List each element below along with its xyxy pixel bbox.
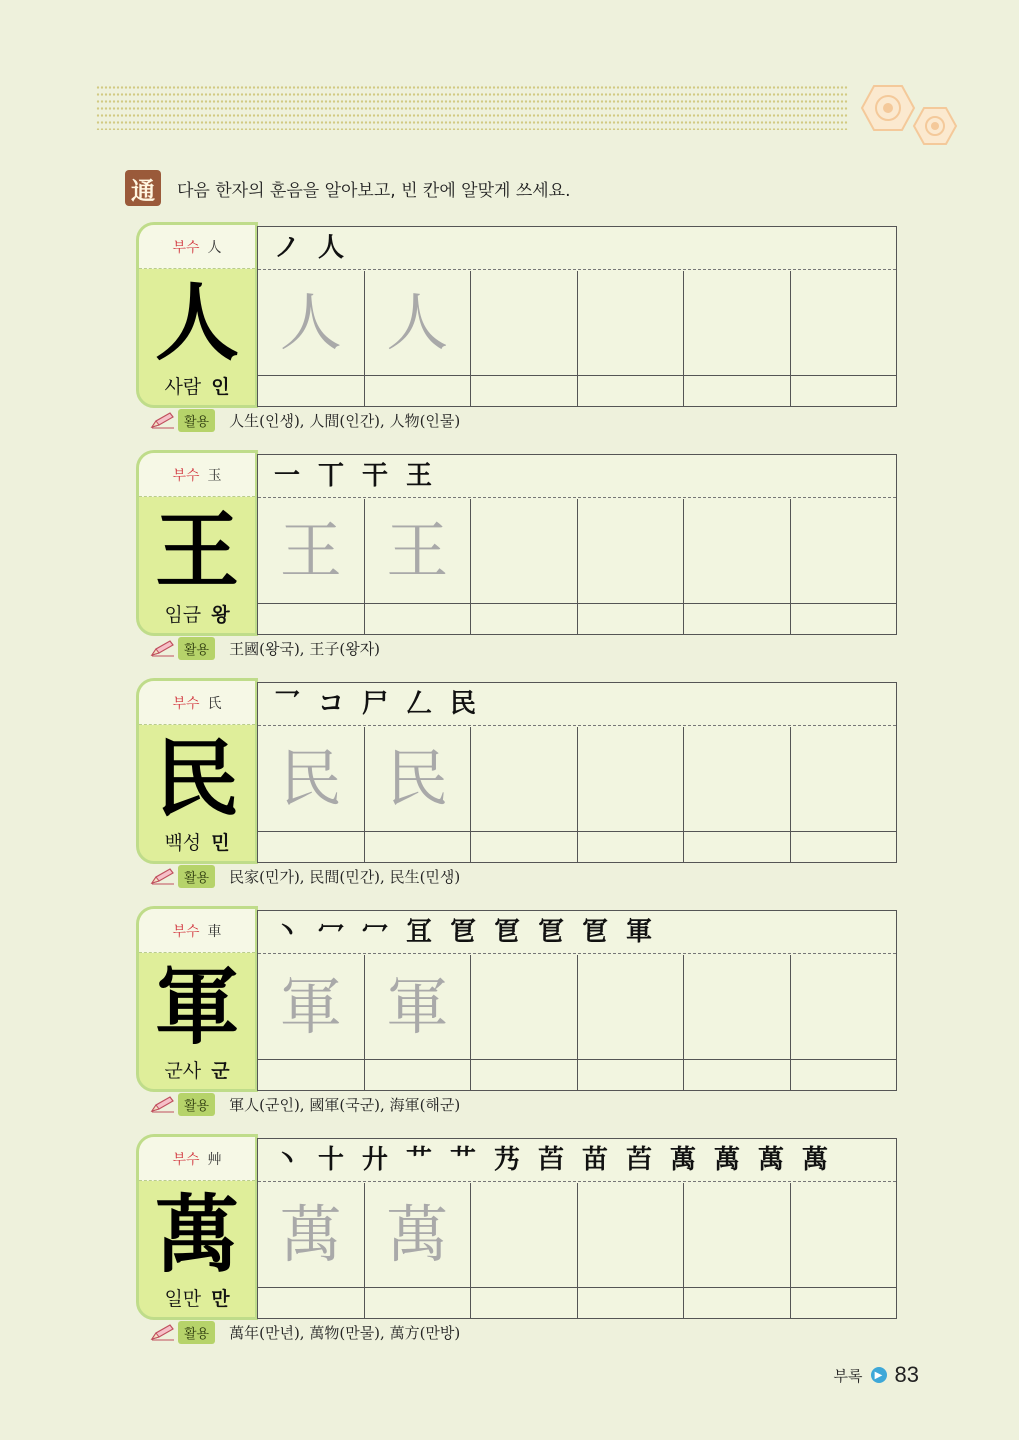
stroke-order-row xyxy=(258,1139,896,1182)
stroke-order-step: 萬 xyxy=(713,1145,740,1175)
radical-char: 人 xyxy=(207,239,222,256)
writing-cell[interactable] xyxy=(791,955,897,1090)
writing-cell[interactable] xyxy=(258,499,365,634)
cell-divider xyxy=(258,831,364,832)
usage-tag: 활용 xyxy=(178,865,215,888)
page-number: 83 xyxy=(894,1362,919,1387)
usage-text: 軍人(군인), 國軍(국군), 海軍(해군) xyxy=(229,1095,461,1114)
stroke-order-step: 丶 xyxy=(273,917,300,947)
meaning: 사람 xyxy=(164,376,202,398)
cell-divider xyxy=(258,1287,364,1288)
usage-tag: 활용 xyxy=(178,637,215,660)
character-card xyxy=(136,1134,258,1320)
trace-character: 王 xyxy=(279,514,342,587)
usage-text: 萬年(만년), 萬物(만물), 萬方(만방) xyxy=(229,1323,461,1342)
sound: 민 xyxy=(211,832,230,854)
trace-character: 萬 xyxy=(386,1198,449,1271)
stroke-order-step: ノ xyxy=(273,233,300,263)
writing-grid xyxy=(257,910,897,1091)
stroke-order-step: 𠃋 xyxy=(405,689,432,719)
writing-grid xyxy=(257,454,897,635)
stroke-order-step: 冟 xyxy=(581,917,608,947)
meaning: 군사 xyxy=(164,1060,202,1082)
usage-row xyxy=(150,636,380,660)
stroke-order-step: 萬 xyxy=(757,1145,784,1175)
stroke-order-step: 干 xyxy=(361,461,388,491)
hanja-practice-block xyxy=(136,450,897,636)
main-character: 萬 xyxy=(154,1185,239,1284)
cell-divider xyxy=(684,1287,790,1288)
stroke-order-step: 王 xyxy=(405,461,432,491)
usage-tag: 활용 xyxy=(178,1321,215,1344)
meaning-sound xyxy=(139,1056,255,1083)
radical-char: 玉 xyxy=(207,467,222,484)
sound: 왕 xyxy=(211,604,230,626)
usage-text: 人生(인생), 人間(인간), 人物(인물) xyxy=(229,411,461,430)
writing-cell[interactable] xyxy=(578,271,685,406)
sound: 군 xyxy=(211,1060,230,1082)
stroke-order-step: 尸 xyxy=(361,689,388,719)
stroke-order-row xyxy=(258,911,896,954)
writing-cell[interactable] xyxy=(684,727,791,862)
writing-cell[interactable] xyxy=(791,1183,897,1318)
meaning-sound xyxy=(139,1284,255,1311)
usage-tag: 활용 xyxy=(178,409,215,432)
writing-cell[interactable] xyxy=(258,271,365,406)
cell-divider xyxy=(258,375,364,376)
usage-text: 王國(왕국), 王子(왕자) xyxy=(229,639,381,658)
writing-cell[interactable] xyxy=(471,499,578,634)
stroke-order-row xyxy=(258,227,896,270)
cell-divider xyxy=(791,375,897,376)
stroke-order-step: 萬 xyxy=(801,1145,828,1175)
cell-divider xyxy=(365,375,471,376)
usage-tag: 활용 xyxy=(178,1093,215,1116)
stroke-order-step: 丅 xyxy=(317,461,344,491)
writing-cell[interactable] xyxy=(365,271,472,406)
stroke-order-step: 軍 xyxy=(625,917,652,947)
cell-divider xyxy=(258,603,364,604)
instruction-text: 다음 한자의 훈음을 알아보고, 빈 칸에 알맞게 쓰세요. xyxy=(177,180,571,201)
trace-character: 民 xyxy=(386,742,449,815)
usage-row xyxy=(150,1092,460,1116)
stroke-order-step: 冟 xyxy=(493,917,520,947)
cell-divider xyxy=(578,375,684,376)
stroke-order-step: 萬 xyxy=(669,1145,696,1175)
meaning: 일만 xyxy=(164,1288,202,1310)
character-card xyxy=(136,222,258,408)
writing-cell[interactable] xyxy=(684,1183,791,1318)
main-character: 民 xyxy=(154,729,239,828)
footer-label: 부록 xyxy=(833,1366,863,1385)
trace-character: 軍 xyxy=(279,970,342,1043)
trace-character: 民 xyxy=(279,742,342,815)
hanja-practice-block xyxy=(136,1134,897,1320)
meaning: 백성 xyxy=(164,832,202,854)
radical-header xyxy=(139,1137,255,1181)
cell-divider xyxy=(471,1059,577,1060)
trace-character: 人 xyxy=(386,286,449,359)
stroke-order-step: 冟 xyxy=(449,917,476,947)
cell-divider xyxy=(791,831,897,832)
radical-char: 艸 xyxy=(207,1151,222,1168)
hanja-practice-block xyxy=(136,678,897,864)
cell-divider xyxy=(684,603,790,604)
writing-cell[interactable] xyxy=(365,1183,472,1318)
writing-cells xyxy=(258,271,896,406)
radical-header xyxy=(139,909,255,953)
stroke-order-step: 丶 xyxy=(273,1145,300,1175)
cell-divider xyxy=(471,831,577,832)
cell-divider xyxy=(578,1059,684,1060)
radical-label: 부수 xyxy=(172,1151,200,1168)
writing-grid xyxy=(257,226,897,407)
usage-row xyxy=(150,1320,460,1344)
writing-cell[interactable] xyxy=(684,499,791,634)
radical-header xyxy=(139,681,255,725)
stroke-order-step: 冟 xyxy=(537,917,564,947)
radical-label: 부수 xyxy=(172,239,200,256)
meaning: 임금 xyxy=(164,604,202,626)
stroke-order-step: 苩 xyxy=(537,1145,564,1175)
writing-cell[interactable] xyxy=(365,499,472,634)
writing-cell[interactable] xyxy=(791,271,897,406)
hanja-practice-block xyxy=(136,222,897,408)
trace-character: 軍 xyxy=(386,970,449,1043)
character-card xyxy=(136,906,258,1092)
cell-divider xyxy=(258,1059,364,1060)
usage-row xyxy=(150,864,460,888)
character-card xyxy=(136,450,258,636)
writing-cell[interactable] xyxy=(471,1183,578,1318)
writing-cell[interactable] xyxy=(791,727,897,862)
radical-label: 부수 xyxy=(172,923,200,940)
stroke-order-step: 苩 xyxy=(625,1145,652,1175)
stroke-order-step: 十 xyxy=(317,1145,344,1175)
stroke-order-step: 一 xyxy=(273,461,300,491)
hanja-practice-block xyxy=(136,906,897,1092)
trace-character: 萬 xyxy=(279,1198,342,1271)
sound: 만 xyxy=(211,1288,230,1310)
meaning-sound xyxy=(139,600,255,627)
hexagon-flower-decoration xyxy=(850,72,964,154)
page-footer xyxy=(834,1362,919,1388)
stroke-order-step: 冝 xyxy=(405,917,432,947)
writing-cell[interactable] xyxy=(471,727,578,862)
pencil-icon xyxy=(150,638,176,658)
pencil-icon xyxy=(150,1094,176,1114)
stroke-order-step: 艿 xyxy=(493,1145,520,1175)
pencil-icon xyxy=(150,410,176,430)
writing-cell[interactable] xyxy=(258,955,365,1090)
radical-char: 氏 xyxy=(207,695,222,712)
meaning-sound xyxy=(139,372,255,399)
stroke-order-step: 冖 xyxy=(317,917,344,947)
character-card xyxy=(136,678,258,864)
radical-header xyxy=(139,225,255,269)
usage-row xyxy=(150,408,460,432)
sound: 인 xyxy=(211,376,230,398)
writing-cell[interactable] xyxy=(684,955,791,1090)
writing-cells xyxy=(258,727,896,862)
writing-grid xyxy=(257,1138,897,1319)
cell-divider xyxy=(578,831,684,832)
stroke-order-step: 人 xyxy=(317,233,344,263)
writing-cell[interactable] xyxy=(578,955,685,1090)
decorative-dot-band xyxy=(96,84,848,130)
writing-cells xyxy=(258,955,896,1090)
writing-cell[interactable] xyxy=(578,499,685,634)
stroke-order-step: 民 xyxy=(449,689,476,719)
cell-divider xyxy=(684,1059,790,1060)
writing-cell[interactable] xyxy=(471,955,578,1090)
cell-divider xyxy=(791,603,897,604)
writing-cells xyxy=(258,499,896,634)
writing-cell[interactable] xyxy=(684,271,791,406)
instruction xyxy=(125,170,571,206)
cell-divider xyxy=(791,1287,897,1288)
radical-label: 부수 xyxy=(172,467,200,484)
pencil-icon xyxy=(150,1322,176,1342)
main-character: 人 xyxy=(154,273,239,372)
writing-cell[interactable] xyxy=(258,727,365,862)
main-character: 軍 xyxy=(154,957,239,1056)
writing-cell[interactable] xyxy=(791,499,897,634)
stroke-order-step: 冖 xyxy=(361,917,388,947)
stroke-order-row xyxy=(258,683,896,726)
writing-cells xyxy=(258,1183,896,1318)
cell-divider xyxy=(684,375,790,376)
instruction-badge-icon: 通 xyxy=(125,170,161,206)
writing-cell[interactable] xyxy=(471,271,578,406)
writing-cell[interactable] xyxy=(578,1183,685,1318)
cell-divider xyxy=(365,1059,471,1060)
cell-divider xyxy=(684,831,790,832)
writing-cell[interactable] xyxy=(258,1183,365,1318)
writing-cell[interactable] xyxy=(365,727,472,862)
arrow-right-icon: ▶ xyxy=(871,1367,887,1383)
cell-divider xyxy=(471,603,577,604)
writing-cell[interactable] xyxy=(578,727,685,862)
usage-text: 民家(민가), 民間(민간), 民生(민생) xyxy=(229,867,461,886)
radical-char: 車 xyxy=(207,923,222,940)
radical-header xyxy=(139,453,255,497)
cell-divider xyxy=(791,1059,897,1060)
stroke-order-step: 艹 xyxy=(449,1145,476,1175)
cell-divider xyxy=(471,1287,577,1288)
cell-divider xyxy=(365,603,471,604)
trace-character: 人 xyxy=(279,286,342,359)
stroke-order-step: コ xyxy=(317,689,344,719)
stroke-order-step: 廾 xyxy=(361,1145,388,1175)
cell-divider xyxy=(365,1287,471,1288)
main-character: 王 xyxy=(154,501,239,600)
trace-character: 王 xyxy=(386,514,449,587)
stroke-order-row xyxy=(258,455,896,498)
writing-cell[interactable] xyxy=(365,955,472,1090)
stroke-order-step: 艹 xyxy=(405,1145,432,1175)
cell-divider xyxy=(471,375,577,376)
pencil-icon xyxy=(150,866,176,886)
writing-grid xyxy=(257,682,897,863)
stroke-order-step: 乛 xyxy=(273,689,300,719)
meaning-sound xyxy=(139,828,255,855)
stroke-order-step: 苗 xyxy=(581,1145,608,1175)
cell-divider xyxy=(578,603,684,604)
cell-divider xyxy=(578,1287,684,1288)
radical-label: 부수 xyxy=(172,695,200,712)
cell-divider xyxy=(365,831,471,832)
